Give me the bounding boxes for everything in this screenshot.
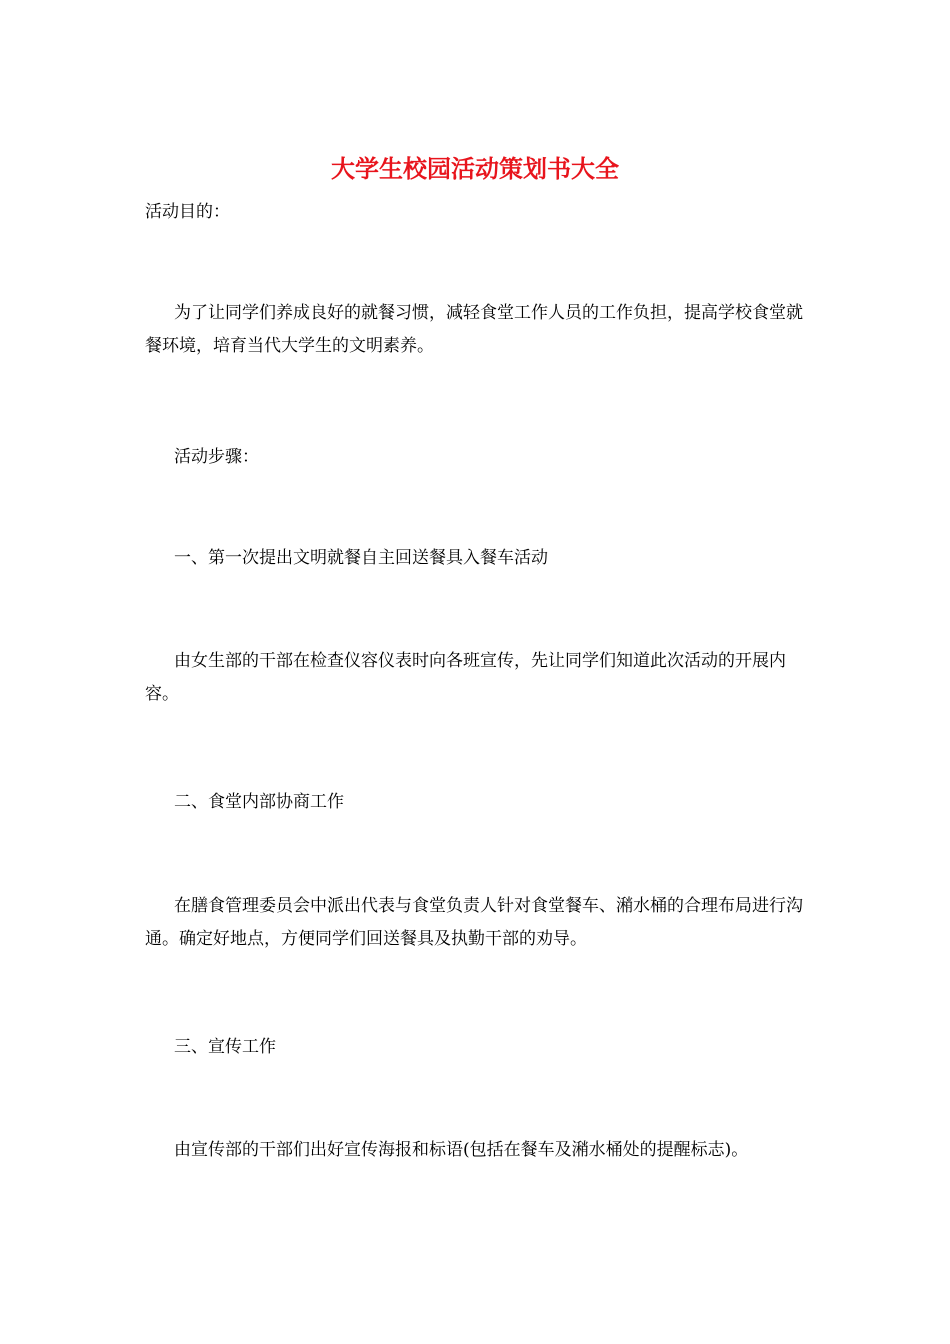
paragraph-purpose-body: 为了让同学们养成良好的就餐习惯，减轻食堂工作人员的工作负担，提高学校食堂就餐环境，培育当代大学生的文明素养。 xyxy=(145,303,803,356)
paragraph-step-three-heading: 三、宣传工作 xyxy=(174,1037,276,1057)
paragraph-step-one-heading: 一、第一次提出文明就餐自主回送餐具入餐车活动 xyxy=(174,548,548,568)
document-title: 大学生校园活动策划书大全 xyxy=(331,155,619,183)
paragraph-step-three-body: 由宣传部的干部们出好宣传海报和标语(包括在餐车及潲水桶处的提醒标志)。 xyxy=(174,1140,749,1160)
paragraph-steps-heading: 活动步骤： xyxy=(174,447,259,467)
paragraph-step-two-body: 在膳食管理委员会中派出代表与食堂负责人针对食堂餐车、潲水桶的合理布局进行沟通。确定好地点，方便同学们回送餐具及执勤干部的劝导。 xyxy=(145,896,803,949)
paragraph-step-one-body: 由女生部的干部在检查仪容仪表时向各班宣传，先让同学们知道此次活动的开展内容。 xyxy=(145,651,786,704)
paragraph-purpose-heading: 活动目的： xyxy=(145,202,230,222)
paragraph-step-two-heading: 二、食堂内部协商工作 xyxy=(174,792,344,812)
